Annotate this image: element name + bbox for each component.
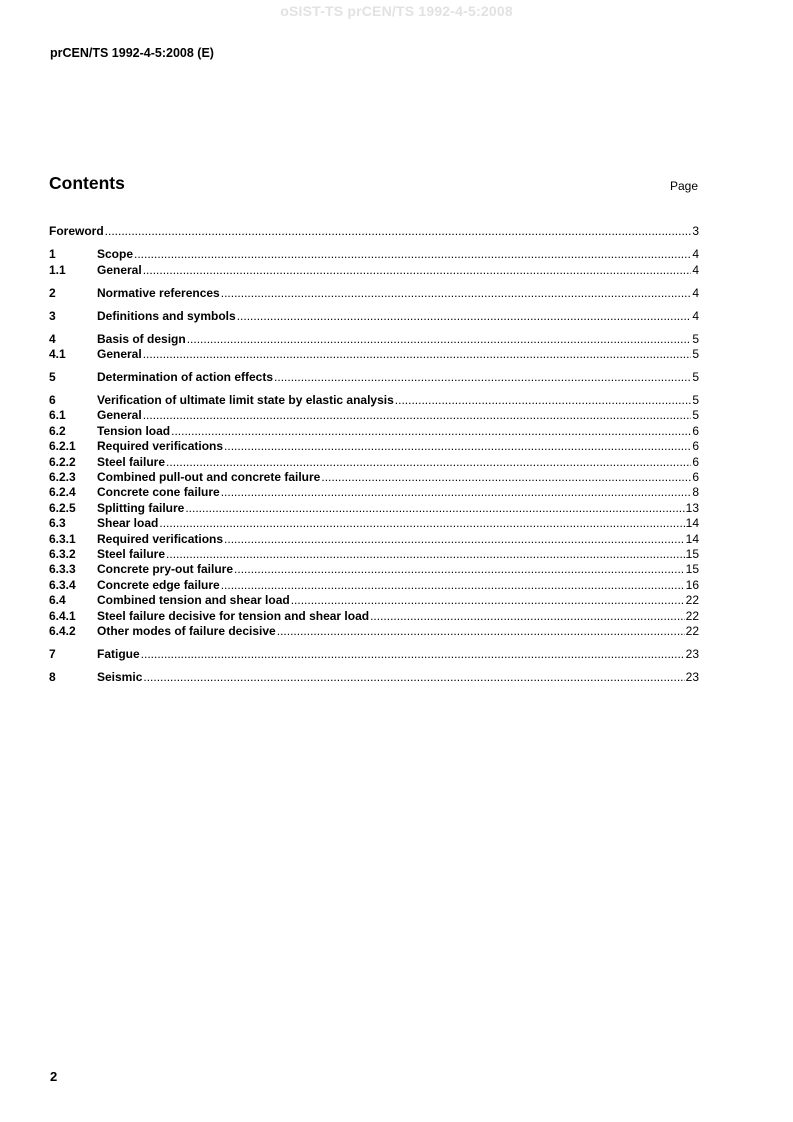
toc-entry-title: Concrete cone failure — [97, 485, 220, 500]
toc-entry-page: 14 — [685, 516, 699, 531]
toc-entry[interactable] — [49, 454, 699, 469]
toc-entry-title: Foreword — [49, 224, 104, 239]
toc-dot-leader — [321, 470, 691, 485]
toc-entry-title: Steel failure decisive for tension and shear load — [97, 608, 370, 623]
toc-entry[interactable] — [49, 331, 699, 346]
toc-entry[interactable] — [49, 470, 699, 485]
toc-entry-title: General — [97, 262, 142, 277]
toc-entry-title: Tension load — [97, 423, 171, 438]
toc-entry-page: 13 — [685, 500, 699, 515]
toc-entry-number: 6.3.4 — [49, 577, 76, 592]
toc-entry-page: 4 — [692, 247, 699, 262]
toc-dot-leader — [221, 485, 692, 500]
toc-entry-page: 6 — [692, 470, 699, 485]
toc-entry-page: 5 — [692, 331, 699, 346]
toc-entry[interactable] — [49, 608, 699, 623]
toc-entry-title: Seismic — [97, 669, 143, 684]
toc-entry-title: Combined tension and shear load — [97, 593, 290, 608]
toc-entry-number: 7 — [49, 646, 56, 661]
toc-entry-title: Shear load — [97, 516, 159, 531]
toc-dot-leader — [143, 408, 692, 423]
toc-entry[interactable] — [49, 647, 699, 662]
toc-entry-number: 6.4.1 — [49, 608, 76, 623]
toc-entry-page: 23 — [685, 669, 699, 684]
toc-dot-leader — [224, 439, 691, 454]
toc-entry[interactable] — [49, 593, 699, 608]
toc-entry[interactable] — [49, 393, 699, 408]
toc-entry-title: Required verifications — [97, 531, 224, 546]
toc-entry-number: 6.2.1 — [49, 439, 76, 454]
toc-entry-number: 6.2.5 — [49, 500, 76, 515]
toc-entry-page: 4 — [692, 262, 699, 277]
toc-entry-number: 6.3.3 — [49, 562, 76, 577]
toc-entry-number: 8 — [49, 669, 56, 684]
toc-entry-number: 6.3 — [49, 516, 66, 531]
toc-entry-page: 5 — [692, 393, 699, 408]
toc-entry-page: 8 — [692, 485, 699, 500]
toc-entry-page: 6 — [692, 423, 699, 438]
toc-entry[interactable] — [49, 308, 699, 323]
toc-entry[interactable] — [49, 285, 699, 300]
toc-entry[interactable] — [49, 262, 699, 277]
toc-entry-number: 6.4 — [49, 593, 66, 608]
toc-entry-title: Concrete edge failure — [97, 577, 220, 592]
toc-entry-title: General — [97, 408, 142, 423]
toc-entry[interactable] — [49, 670, 699, 685]
toc-entry-number: 1.1 — [49, 262, 66, 277]
toc-entry-number: 6.4.2 — [49, 623, 76, 638]
toc-dot-leader — [224, 532, 685, 547]
toc-entry-title: Required verifications — [97, 439, 224, 454]
contents-heading: Contents — [49, 173, 125, 193]
toc-entry[interactable] — [49, 485, 699, 500]
toc-entry-title: Definitions and symbols — [97, 308, 236, 323]
watermark: oSIST-TS prCEN/TS 1992-4-5:2008 — [280, 3, 513, 19]
table-of-contents — [49, 224, 699, 685]
toc-entry-number: 1 — [49, 247, 56, 262]
toc-entry-title: Steel failure — [97, 546, 166, 561]
toc-entry-number: 4.1 — [49, 347, 66, 362]
toc-dot-leader — [234, 562, 685, 577]
toc-entry-number: 6.3.1 — [49, 531, 76, 546]
toc-entry-number: 2 — [49, 285, 56, 300]
toc-dot-leader — [370, 609, 685, 624]
toc-entry[interactable] — [49, 247, 699, 262]
toc-entry-title: Scope — [97, 247, 134, 262]
toc-entry[interactable] — [49, 423, 699, 438]
toc-dot-leader — [105, 224, 692, 239]
toc-entry-page: 6 — [692, 439, 699, 454]
toc-entry-page: 4 — [692, 308, 699, 323]
toc-entry-number: 6.2.3 — [49, 470, 76, 485]
toc-entry-title: Concrete pry-out failure — [97, 562, 234, 577]
toc-entry-title: Determination of action effects — [97, 370, 274, 385]
toc-dot-leader — [221, 578, 685, 593]
toc-entry-title: Steel failure — [97, 454, 166, 469]
toc-entry[interactable] — [49, 547, 699, 562]
toc-entry-page: 4 — [692, 285, 699, 300]
toc-dot-leader — [134, 247, 691, 262]
toc-entry-title: Verification of ultimate limit state by elastic analysis — [97, 393, 394, 408]
toc-dot-leader — [187, 332, 692, 347]
toc-entry-page: 15 — [685, 562, 699, 577]
toc-entry-title: Combined pull-out and concrete failure — [97, 470, 321, 485]
toc-dot-leader — [395, 393, 692, 408]
toc-entry-number: 6.1 — [49, 408, 66, 423]
toc-entry[interactable] — [49, 516, 699, 531]
toc-entry[interactable] — [49, 500, 699, 515]
toc-dot-leader — [277, 624, 685, 639]
toc-entry-number: 6 — [49, 393, 56, 408]
page-number: 2 — [50, 1069, 58, 1084]
toc-entry-number: 6.3.2 — [49, 546, 76, 561]
toc-entry-page: 16 — [685, 577, 699, 592]
document-id-header: prCEN/TS 1992-4-5:2008 (E) — [50, 46, 214, 60]
page-column-label: Page — [669, 179, 698, 193]
toc-entry[interactable] — [49, 408, 699, 423]
toc-entry-page: 23 — [685, 646, 699, 661]
toc-entry-number: 6.2 — [49, 423, 66, 438]
toc-dot-leader — [143, 670, 684, 685]
toc-entry[interactable] — [49, 562, 699, 577]
toc-entry-page: 14 — [685, 531, 699, 546]
toc-entry-title: General — [97, 347, 142, 362]
toc-entry[interactable] — [49, 347, 699, 362]
toc-dot-leader — [166, 455, 691, 470]
toc-entry-number: 6.2.4 — [49, 485, 76, 500]
toc-entry-number: 3 — [49, 308, 56, 323]
toc-entry-title: Other modes of failure decisive — [97, 623, 276, 638]
toc-entry-title: Basis of design — [97, 331, 186, 346]
toc-dot-leader — [143, 263, 692, 278]
toc-dot-leader — [171, 424, 691, 439]
toc-dot-leader — [274, 370, 691, 385]
toc-entry-number: 4 — [49, 331, 56, 346]
toc-entry-page: 5 — [692, 347, 699, 362]
toc-entry[interactable] — [49, 370, 699, 385]
toc-dot-leader — [291, 593, 685, 608]
toc-entry[interactable] — [49, 224, 699, 239]
toc-entry-title: Fatigue — [97, 646, 140, 661]
toc-entry-page: 15 — [685, 546, 699, 561]
toc-entry[interactable] — [49, 531, 699, 546]
toc-dot-leader — [185, 501, 684, 516]
toc-dot-leader — [237, 309, 692, 324]
toc-entry-page: 6 — [692, 454, 699, 469]
toc-entry[interactable] — [49, 439, 699, 454]
toc-dot-leader — [166, 547, 685, 562]
toc-entry-page: 22 — [685, 593, 699, 608]
toc-dot-leader — [143, 347, 692, 362]
toc-entry-page: 5 — [692, 370, 699, 385]
toc-dot-leader — [141, 647, 685, 662]
toc-entry-page: 5 — [692, 408, 699, 423]
toc-entry[interactable] — [49, 577, 699, 592]
toc-entry-page: 3 — [692, 224, 699, 239]
toc-entry-page: 22 — [685, 608, 699, 623]
toc-dot-leader — [159, 516, 684, 531]
toc-entry-number: 5 — [49, 370, 56, 385]
toc-entry-page: 22 — [685, 623, 699, 638]
toc-entry-title: Splitting failure — [97, 500, 185, 515]
toc-entry-number: 6.2.2 — [49, 454, 76, 469]
toc-entry[interactable] — [49, 624, 699, 639]
toc-dot-leader — [221, 286, 692, 301]
toc-entry-title: Normative references — [97, 285, 220, 300]
